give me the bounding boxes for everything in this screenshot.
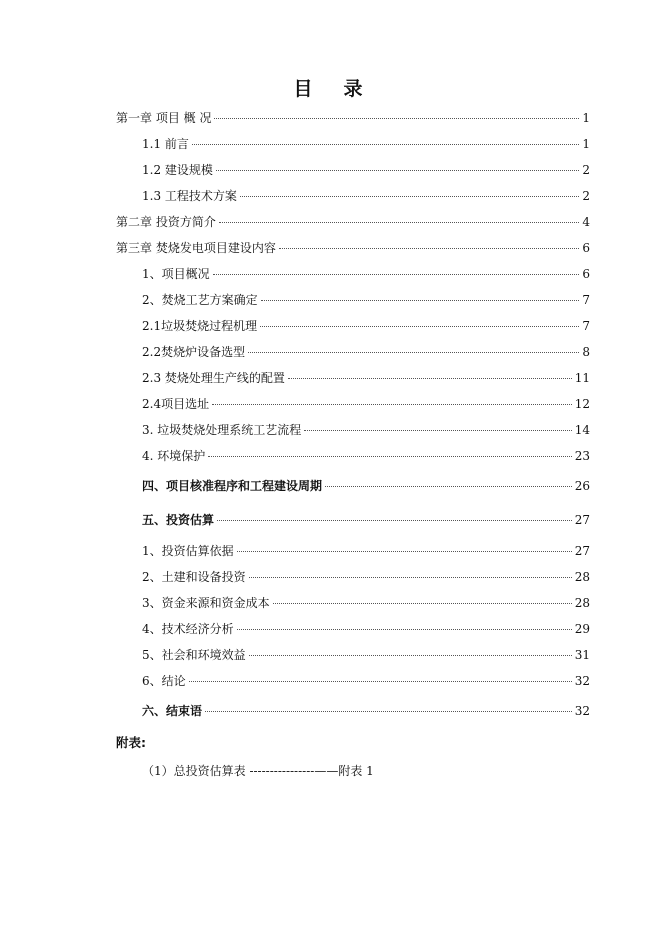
- toc-entry-page-number: 1: [582, 111, 590, 125]
- dot-leader: [304, 430, 571, 431]
- toc-entry-label: 四、项目核准程序和工程建设周期: [142, 479, 323, 493]
- toc-entry-page-number: 28: [574, 570, 590, 584]
- toc-entry: [142, 292, 590, 308]
- dot-leader: [248, 352, 579, 353]
- toc-entry: [142, 448, 590, 464]
- toc-entry: [116, 214, 590, 230]
- toc-entry-page-number: 1: [582, 137, 590, 151]
- attachments-heading: 附表:: [116, 735, 146, 750]
- dot-leader: [240, 196, 579, 197]
- dot-leader: [212, 404, 572, 405]
- toc-entry-page-number: 23: [574, 449, 590, 463]
- toc-entry-label: 第二章 投资方简介: [116, 215, 216, 229]
- toc-entry-label: 4. 环境保护: [142, 449, 206, 463]
- toc-entry-page-number: 4: [582, 215, 590, 229]
- toc-entry-label: 1.1 前言: [142, 137, 189, 151]
- toc-entry: [142, 673, 590, 689]
- toc-entry-page-number: 6: [582, 241, 590, 255]
- toc-entry-label: 2、焚烧工艺方案确定: [142, 293, 258, 307]
- toc-entry: [142, 188, 590, 204]
- toc-entry-page-number: 31: [574, 648, 590, 662]
- toc-entry-label: 六、结束语: [142, 704, 203, 718]
- dot-leader: [261, 300, 580, 301]
- toc-entry-label: 3、资金来源和资金成本: [142, 596, 270, 610]
- toc-entry-page-number: 8: [582, 345, 590, 359]
- toc-entry-label: 第三章 焚烧发电项目建设内容: [116, 241, 276, 255]
- toc-entry: [142, 595, 590, 611]
- toc-entry-page-number: 7: [582, 319, 590, 333]
- dot-leader: [192, 144, 579, 145]
- toc-entry: [142, 422, 590, 438]
- toc-entry-label: 2.4项目选址: [142, 397, 210, 411]
- toc-entry-label: 6、结论: [142, 674, 186, 688]
- toc-entry-label: 2.2焚烧炉设备选型: [142, 345, 246, 359]
- toc-entry: [142, 162, 590, 178]
- toc-entry-page-number: 11: [574, 371, 590, 385]
- dot-leader: [213, 274, 580, 275]
- dot-leader: [279, 248, 580, 249]
- toc-entry-label: 5、社会和环境效益: [142, 648, 246, 662]
- toc-entry-label: 1、项目概况: [142, 267, 210, 281]
- toc-entry-label: 4、技术经济分析: [142, 622, 234, 636]
- toc-entry-page-number: 28: [574, 596, 590, 610]
- dot-leader: [217, 520, 572, 521]
- toc-entry-label: 2、土建和设备投资: [142, 570, 246, 584]
- dot-leader: [273, 603, 572, 604]
- toc-entry-page-number: 2: [582, 189, 590, 203]
- dot-leader: [237, 551, 572, 552]
- toc-entry: [142, 621, 590, 637]
- toc-entry-page-number: 6: [582, 267, 590, 281]
- toc-entry: [142, 512, 590, 528]
- toc-entry-page-number: 29: [574, 622, 590, 636]
- toc-entry-label: 2.3 焚烧处理生产线的配置: [142, 371, 285, 385]
- toc-entry-page-number: 26: [574, 479, 590, 493]
- toc-entry-page-number: 12: [574, 397, 590, 411]
- dot-leader: [325, 486, 572, 487]
- toc-entry: [142, 569, 590, 585]
- dot-leader: [214, 118, 579, 119]
- toc-entry: [142, 647, 590, 663]
- dot-leader: [249, 577, 572, 578]
- dot-leader: [249, 655, 572, 656]
- toc-entry-label: 1.2 建设规模: [142, 163, 213, 177]
- dot-leader: [260, 326, 579, 327]
- dot-leader: [288, 378, 572, 379]
- toc-entry-page-number: 27: [574, 513, 590, 527]
- toc-entry-page-number: 32: [574, 704, 590, 718]
- toc-entry: [142, 136, 590, 152]
- toc-entry-page-number: 27: [574, 544, 590, 558]
- toc-entry: [116, 240, 590, 256]
- dot-leader: [237, 629, 572, 630]
- toc-entry-label: 3. 垃圾焚烧处理系统工艺流程: [142, 423, 302, 437]
- page-title: 目 录: [293, 78, 369, 100]
- toc-entry: [142, 703, 590, 719]
- toc-entry-page-number: 2: [582, 163, 590, 177]
- toc-entry: [142, 370, 590, 386]
- toc-entry-page-number: 7: [582, 293, 590, 307]
- toc-entry: [116, 110, 590, 126]
- toc-entry-label: 1.3 工程技术方案: [142, 189, 237, 203]
- toc-entry: [142, 344, 590, 360]
- toc-entry: [142, 396, 590, 412]
- toc-entry-label: 五、投资估算: [142, 513, 215, 527]
- toc-entry: [142, 318, 590, 334]
- toc-entry: [142, 266, 590, 282]
- dot-leader: [208, 456, 571, 457]
- attachment-item: （1）总投资估算表 ----------------——附表 1: [142, 764, 374, 778]
- dot-leader: [219, 222, 580, 223]
- dot-leader: [189, 681, 572, 682]
- toc-entry-page-number: 32: [574, 674, 590, 688]
- toc-entry-page-number: 14: [574, 423, 590, 437]
- toc-entry-label: 1、投资估算依据: [142, 544, 234, 558]
- toc-entry: [142, 478, 590, 494]
- toc-entry-label: 第一章 项目 概 况: [116, 111, 212, 125]
- toc-entry-label: 2.1垃圾焚烧过程机理: [142, 319, 258, 333]
- dot-leader: [216, 170, 579, 171]
- dot-leader: [205, 711, 572, 712]
- toc-entry: [142, 543, 590, 559]
